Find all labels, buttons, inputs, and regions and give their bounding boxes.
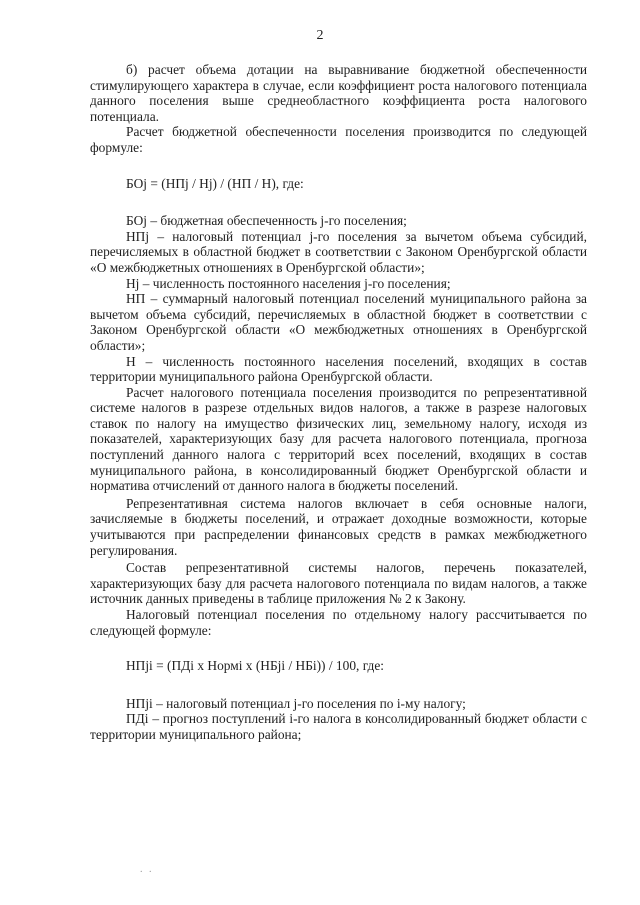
paragraph-subsidy-case: б) расчет объема дотации на выравнивание бюджетной обеспеченности стимулирующего характера в случае, если коэффициент роста налогового потенциала данного поселения выше среднеобластного коэффициента роста налогового потенциала. [90,62,587,124]
definition-npji: НПji – налоговый потенциал j-го поселения по i-му налогу; [126,695,466,711]
paragraph-system-composition: Состав репрезентативной системы налогов, перечень показателей, характеризующих базу для расчета налогового потенциала по видам налогов, а также источник данных приведены в таблице приложения № 2 к Закону. [90,560,587,607]
page-number: 2 [316,28,324,43]
definition-npj: НПj – налоговый потенциал j-го поселения за вычетом объема субсидий, перечисляемых в областной бюджет в соответствии с Законом Оренбургской области «О межбюджетных отношениях в Оренбургской области»; [90,228,587,275]
definition-boj: БОj – бюджетная обеспеченность j-го поселения; [126,213,407,229]
paragraph-tax-potential-calculation: Расчет налогового потенциала поселения производится по репрезентативной системе налогов в разрезе отдельных видов налогов, а также в разрезе налоговых ставок по налогу на имущество физических лиц, земельному налогу, исходя из показателей, характеризующих базу для расчета налогового потенциала, прогноза поступлений данного налога с территорий всех поселений, входящих в состав муниципального района, в консолидированный бюджет Оренбургской области и норматива отчислений от данного налога в бюджеты поселений. [90,384,587,494]
paragraph-formula-intro: Расчет бюджетной обеспеченности поселения производится по следующей формуле: [90,124,587,155]
definition-np: НП – суммарный налоговый потенциал поселений муниципального района за вычетом объема субсидий, перечисляемых в областной бюджет в соответствии с Законом Оренбургской области «О межбюджетных отношениях в Оренбургской области»; [90,291,587,353]
formula-budget-provision: БОj = (НПj / Нj) / (НП / Н), где: [126,175,304,191]
definition-pdi: ПДi – прогноз поступлений i-го налога в консолидированный бюджет области с территории муниципального района; [90,711,587,742]
paragraph-representative-system: Репрезентативная система налогов включает в себя основные налоги, зачисляемые в бюджеты поселений, и отражает доходные возможности, которые учитываются при распределении финансовых средств в рамках межбюджетного регулирования. [90,495,587,558]
definition-nj: Нj – численность постоянного населения j-го поселения; [126,275,451,291]
paragraph-formula-intro-2: Налоговый потенциал поселения по отдельному налогу рассчитывается по следующей формуле: [90,607,587,638]
document-body [90,62,587,743]
definition-n: Н – численность постоянного населения поселений, входящих в состав территории муниципального района Оренбургской области. [90,353,587,385]
formula-tax-potential: НПji = (ПДi х Нормi х (НБji / НБi)) / 100, где: [126,658,385,674]
scan-mark: . . [140,864,154,875]
